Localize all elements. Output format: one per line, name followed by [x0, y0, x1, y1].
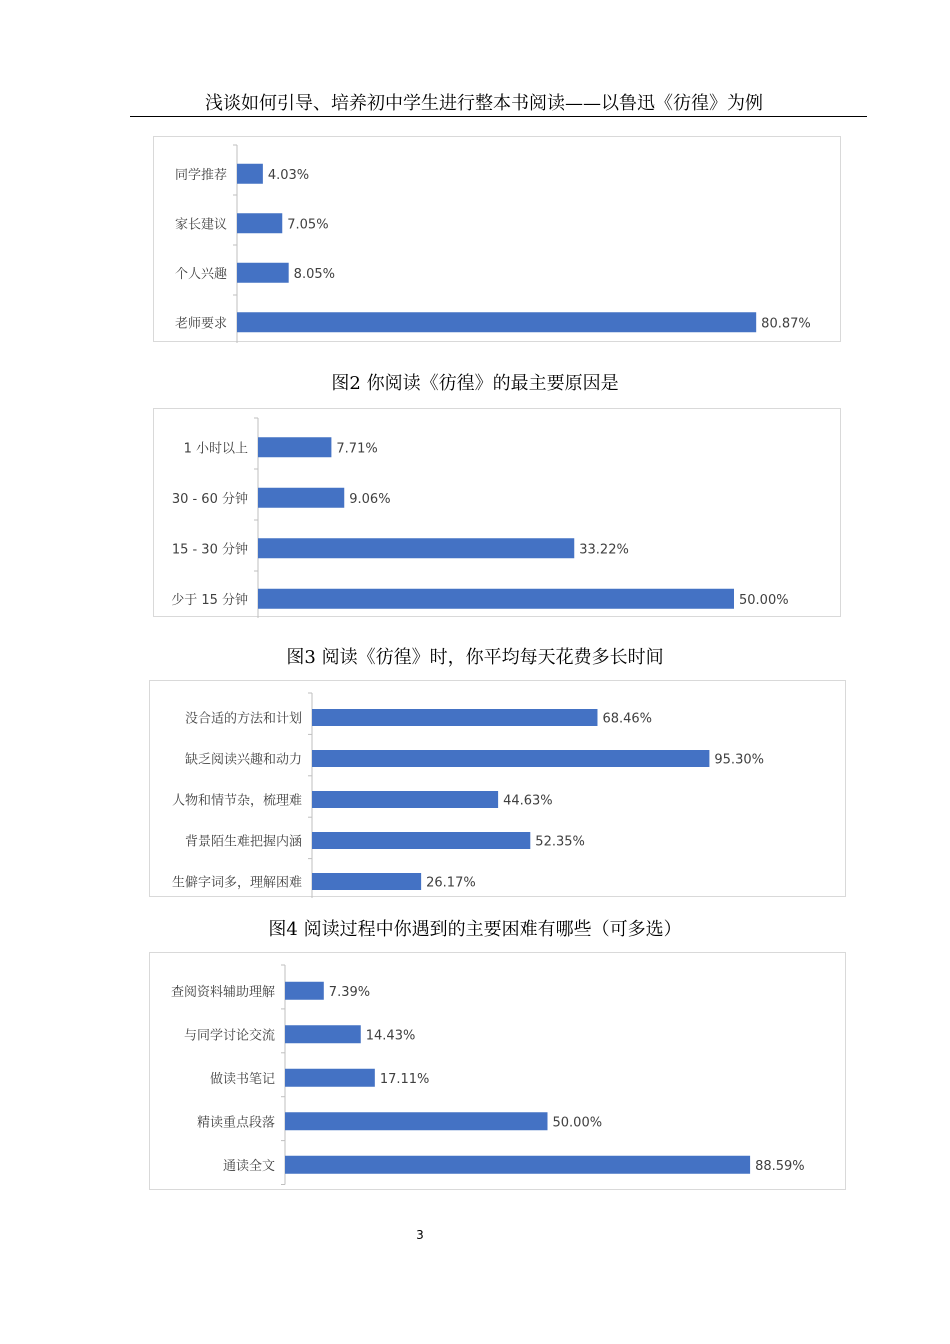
chart-svg — [150, 681, 847, 898]
bar — [237, 213, 282, 233]
category-label: 生僻字词多，理解困难 — [171, 875, 302, 891]
category-label: 缺乏阅读兴趣和动力 — [184, 752, 302, 768]
category-label: 家长建议 — [174, 217, 227, 233]
category-label: 没合适的方法和计划 — [184, 711, 302, 727]
bar — [285, 1112, 548, 1130]
bar — [312, 873, 421, 890]
bar — [312, 832, 530, 849]
value-label: 7.05% — [287, 217, 329, 233]
value-label: 88.59% — [755, 1158, 805, 1174]
category-label: 人物和情节杂，梳理难 — [171, 793, 302, 809]
value-label: 50.00% — [739, 592, 789, 608]
category-label: 与同学讨论交流 — [183, 1028, 275, 1044]
bar — [258, 538, 574, 558]
bar — [312, 709, 597, 726]
bar — [237, 312, 756, 332]
category-label: 1 小时以上 — [183, 441, 248, 457]
bar — [285, 1156, 750, 1174]
category-label: 少于 15 分钟 — [171, 592, 248, 608]
page-number: 3 — [416, 1228, 424, 1242]
value-label: 8.05% — [293, 266, 335, 282]
bar — [312, 750, 709, 767]
chart-reading-methods — [149, 952, 846, 1190]
category-label: 通读全文 — [222, 1158, 275, 1174]
value-label: 7.39% — [328, 984, 371, 1000]
bar — [258, 589, 734, 609]
header-rule — [130, 116, 867, 117]
category-label: 30 - 60 分钟 — [171, 491, 248, 507]
bar — [237, 263, 289, 283]
value-label: 80.87% — [761, 316, 811, 332]
bar — [285, 982, 324, 1000]
bar — [285, 1025, 361, 1043]
value-label: 68.46% — [602, 711, 653, 727]
value-label: 9.06% — [349, 491, 391, 507]
chart-reading-reason — [153, 136, 841, 342]
chart-reading-difficulties — [149, 680, 846, 897]
value-label: 44.63% — [503, 793, 553, 809]
chart-svg — [150, 953, 847, 1191]
category-label: 老师要求 — [174, 316, 227, 332]
value-label: 33.22% — [579, 542, 629, 558]
category-label: 同学推荐 — [174, 167, 227, 183]
category-label: 背景陌生难把握内涵 — [184, 834, 302, 850]
chart-daily-reading-time — [153, 408, 841, 617]
value-label: 26.17% — [426, 875, 476, 891]
value-label: 7.71% — [336, 441, 378, 457]
bar — [285, 1069, 375, 1087]
chart-svg — [154, 409, 842, 618]
value-label: 14.43% — [365, 1028, 416, 1044]
value-label: 17.11% — [379, 1071, 430, 1087]
value-label: 4.03% — [267, 167, 310, 183]
page-header-title: 浅谈如何引导、培养初中学生进行整本书阅读——以鲁迅《彷徨》为例 — [205, 93, 763, 114]
caption-figure-4: 图4 阅读过程中你遇到的主要困难有哪些（可多选） — [268, 919, 682, 940]
value-label: 50.00% — [552, 1115, 603, 1131]
bar — [258, 437, 331, 457]
caption-figure-3: 图3 阅读《彷徨》时，你平均每天花费多长时间 — [286, 647, 664, 668]
bar — [258, 488, 344, 508]
value-label: 52.35% — [535, 834, 585, 850]
category-label: 15 - 30 分钟 — [171, 542, 248, 558]
chart-svg — [154, 137, 842, 343]
category-label: 个人兴趣 — [174, 266, 227, 282]
value-label: 95.30% — [714, 752, 764, 768]
category-label: 做读书笔记 — [209, 1071, 275, 1087]
bar — [237, 164, 263, 184]
caption-figure-2: 图2 你阅读《彷徨》的最主要原因是 — [331, 373, 619, 394]
category-label: 精读重点段落 — [196, 1115, 275, 1131]
category-label: 查阅资料辅助理解 — [170, 984, 275, 1000]
bar — [312, 791, 498, 808]
